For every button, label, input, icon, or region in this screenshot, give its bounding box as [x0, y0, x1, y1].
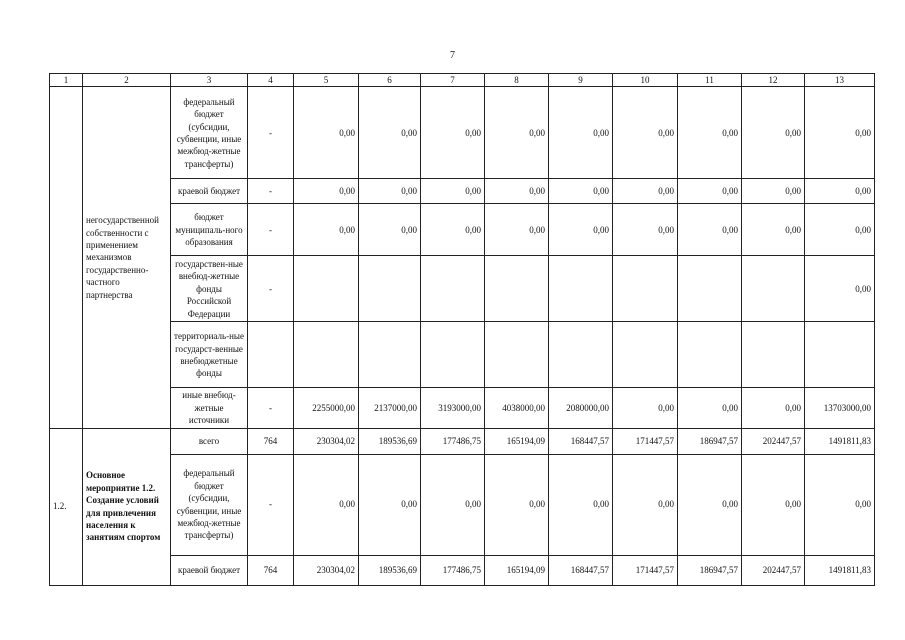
- value-cell: 0,00: [805, 204, 875, 256]
- value-cell: [359, 322, 421, 388]
- value-cell: [485, 256, 549, 322]
- value-cell: 186947,57: [678, 555, 742, 585]
- value-cell: [421, 322, 485, 388]
- value-cell: 0,00: [485, 204, 549, 256]
- value-cell: 0,00: [805, 179, 875, 204]
- funding-source: иные внебюд-жетные источники: [171, 388, 248, 428]
- value-cell: 0,00: [421, 179, 485, 204]
- budget-code: -: [248, 204, 294, 256]
- value-cell: 0,00: [613, 87, 678, 179]
- value-cell: 0,00: [742, 179, 805, 204]
- header-row: [50, 74, 875, 87]
- value-cell: 177486,75: [421, 428, 485, 454]
- value-cell: 4038000,00: [485, 388, 549, 428]
- funding-source: бюджет муниципаль-ного образования: [171, 204, 248, 256]
- column-header: 3: [171, 74, 248, 87]
- budget-code: [248, 322, 294, 388]
- value-cell: 0,00: [613, 179, 678, 204]
- value-cell: 0,00: [485, 87, 549, 179]
- row-number: 1.2.: [50, 428, 83, 585]
- value-cell: [549, 256, 613, 322]
- value-cell: [678, 256, 742, 322]
- funding-source: территориаль-ные государст-венные внебюджетные фонды: [171, 322, 248, 388]
- value-cell: 0,00: [678, 454, 742, 555]
- value-cell: 2137000,00: [359, 388, 421, 428]
- value-cell: [421, 256, 485, 322]
- table-row: [50, 322, 875, 388]
- value-cell: 0,00: [613, 388, 678, 428]
- value-cell: [613, 322, 678, 388]
- value-cell: 0,00: [359, 204, 421, 256]
- value-cell: [549, 322, 613, 388]
- funding-source: федеральный бюджет (субсидии, субвенции, иные межбюд-жетные трансферты): [171, 87, 248, 179]
- value-cell: 186947,57: [678, 428, 742, 454]
- value-cell: 168447,57: [549, 428, 613, 454]
- value-cell: 0,00: [678, 388, 742, 428]
- row-number: [50, 87, 83, 428]
- budget-code: 764: [248, 555, 294, 585]
- budget-code: -: [248, 388, 294, 428]
- column-header: 8: [485, 74, 549, 87]
- funding-source: краевой бюджет: [171, 179, 248, 204]
- value-cell: 1491811,83: [805, 428, 875, 454]
- value-cell: 0,00: [678, 204, 742, 256]
- value-cell: 3193000,00: [421, 388, 485, 428]
- value-cell: 0,00: [549, 454, 613, 555]
- value-cell: 0,00: [742, 388, 805, 428]
- value-cell: 0,00: [678, 87, 742, 179]
- column-header: 6: [359, 74, 421, 87]
- value-cell: 0,00: [359, 179, 421, 204]
- budget-code: 764: [248, 428, 294, 454]
- funding-table: [49, 73, 875, 586]
- funding-source: федеральный бюджет (субсидии, субвенции, иные межбюд-жетные трансферты): [171, 454, 248, 555]
- value-cell: 0,00: [359, 87, 421, 179]
- value-cell: 2255000,00: [294, 388, 359, 428]
- value-cell: [359, 256, 421, 322]
- value-cell: 171447,57: [613, 555, 678, 585]
- value-cell: 0,00: [742, 204, 805, 256]
- column-header: 11: [678, 74, 742, 87]
- budget-code: -: [248, 256, 294, 322]
- value-cell: [742, 256, 805, 322]
- budget-code: -: [248, 179, 294, 204]
- value-cell: 0,00: [294, 454, 359, 555]
- table-row: [50, 87, 875, 179]
- table-row: [50, 179, 875, 204]
- value-cell: 171447,57: [613, 428, 678, 454]
- value-cell: 1491811,83: [805, 555, 875, 585]
- funding-source: краевой бюджет: [171, 555, 248, 585]
- value-cell: [485, 322, 549, 388]
- value-cell: [294, 256, 359, 322]
- column-header: 7: [421, 74, 485, 87]
- value-cell: 0,00: [805, 256, 875, 322]
- table-row: [50, 555, 875, 585]
- value-cell: 0,00: [805, 454, 875, 555]
- table-row: [50, 388, 875, 428]
- value-cell: 165194,09: [485, 428, 549, 454]
- funding-source: всего: [171, 428, 248, 454]
- activity-name: Основное мероприятие 1.2. Создание условий для привлечения населения к занятиям спортом: [83, 428, 171, 585]
- column-header: 1: [50, 74, 83, 87]
- value-cell: 0,00: [613, 204, 678, 256]
- table-row: [50, 454, 875, 555]
- value-cell: 165194,09: [485, 555, 549, 585]
- value-cell: 189536,69: [359, 555, 421, 585]
- value-cell: 0,00: [294, 179, 359, 204]
- value-cell: 189536,69: [359, 428, 421, 454]
- column-header: 5: [294, 74, 359, 87]
- value-cell: 0,00: [421, 454, 485, 555]
- value-cell: 0,00: [742, 454, 805, 555]
- value-cell: 0,00: [549, 87, 613, 179]
- table-row: [50, 204, 875, 256]
- value-cell: 0,00: [549, 179, 613, 204]
- column-header: 9: [549, 74, 613, 87]
- value-cell: 230304,02: [294, 555, 359, 585]
- value-cell: 0,00: [485, 179, 549, 204]
- value-cell: 0,00: [549, 204, 613, 256]
- value-cell: 177486,75: [421, 555, 485, 585]
- value-cell: 0,00: [294, 87, 359, 179]
- column-header: 12: [742, 74, 805, 87]
- column-header: 10: [613, 74, 678, 87]
- value-cell: 0,00: [805, 87, 875, 179]
- budget-code: -: [248, 454, 294, 555]
- value-cell: 0,00: [294, 204, 359, 256]
- value-cell: 0,00: [485, 454, 549, 555]
- value-cell: 230304,02: [294, 428, 359, 454]
- page-number: 7: [450, 50, 455, 61]
- column-header: 2: [83, 74, 171, 87]
- value-cell: 0,00: [421, 87, 485, 179]
- value-cell: [294, 322, 359, 388]
- value-cell: [742, 322, 805, 388]
- value-cell: 168447,57: [549, 555, 613, 585]
- value-cell: [613, 256, 678, 322]
- activity-name: негосударственной собственности с применением механизмов государственно-частного партнерства: [83, 87, 171, 428]
- value-cell: 202447,57: [742, 555, 805, 585]
- value-cell: 0,00: [359, 454, 421, 555]
- value-cell: 0,00: [613, 454, 678, 555]
- value-cell: 13703000,00: [805, 388, 875, 428]
- value-cell: 202447,57: [742, 428, 805, 454]
- funding-source: государствен-ные внебюд-жетные фонды Российской Федерации: [171, 256, 248, 322]
- column-header: 4: [248, 74, 294, 87]
- value-cell: [678, 322, 742, 388]
- value-cell: 0,00: [421, 204, 485, 256]
- table-row: [50, 256, 875, 322]
- value-cell: 0,00: [742, 87, 805, 179]
- budget-code: -: [248, 87, 294, 179]
- value-cell: 0,00: [678, 179, 742, 204]
- column-header: 13: [805, 74, 875, 87]
- value-cell: [805, 322, 875, 388]
- value-cell: 2080000,00: [549, 388, 613, 428]
- table-row: [50, 428, 875, 454]
